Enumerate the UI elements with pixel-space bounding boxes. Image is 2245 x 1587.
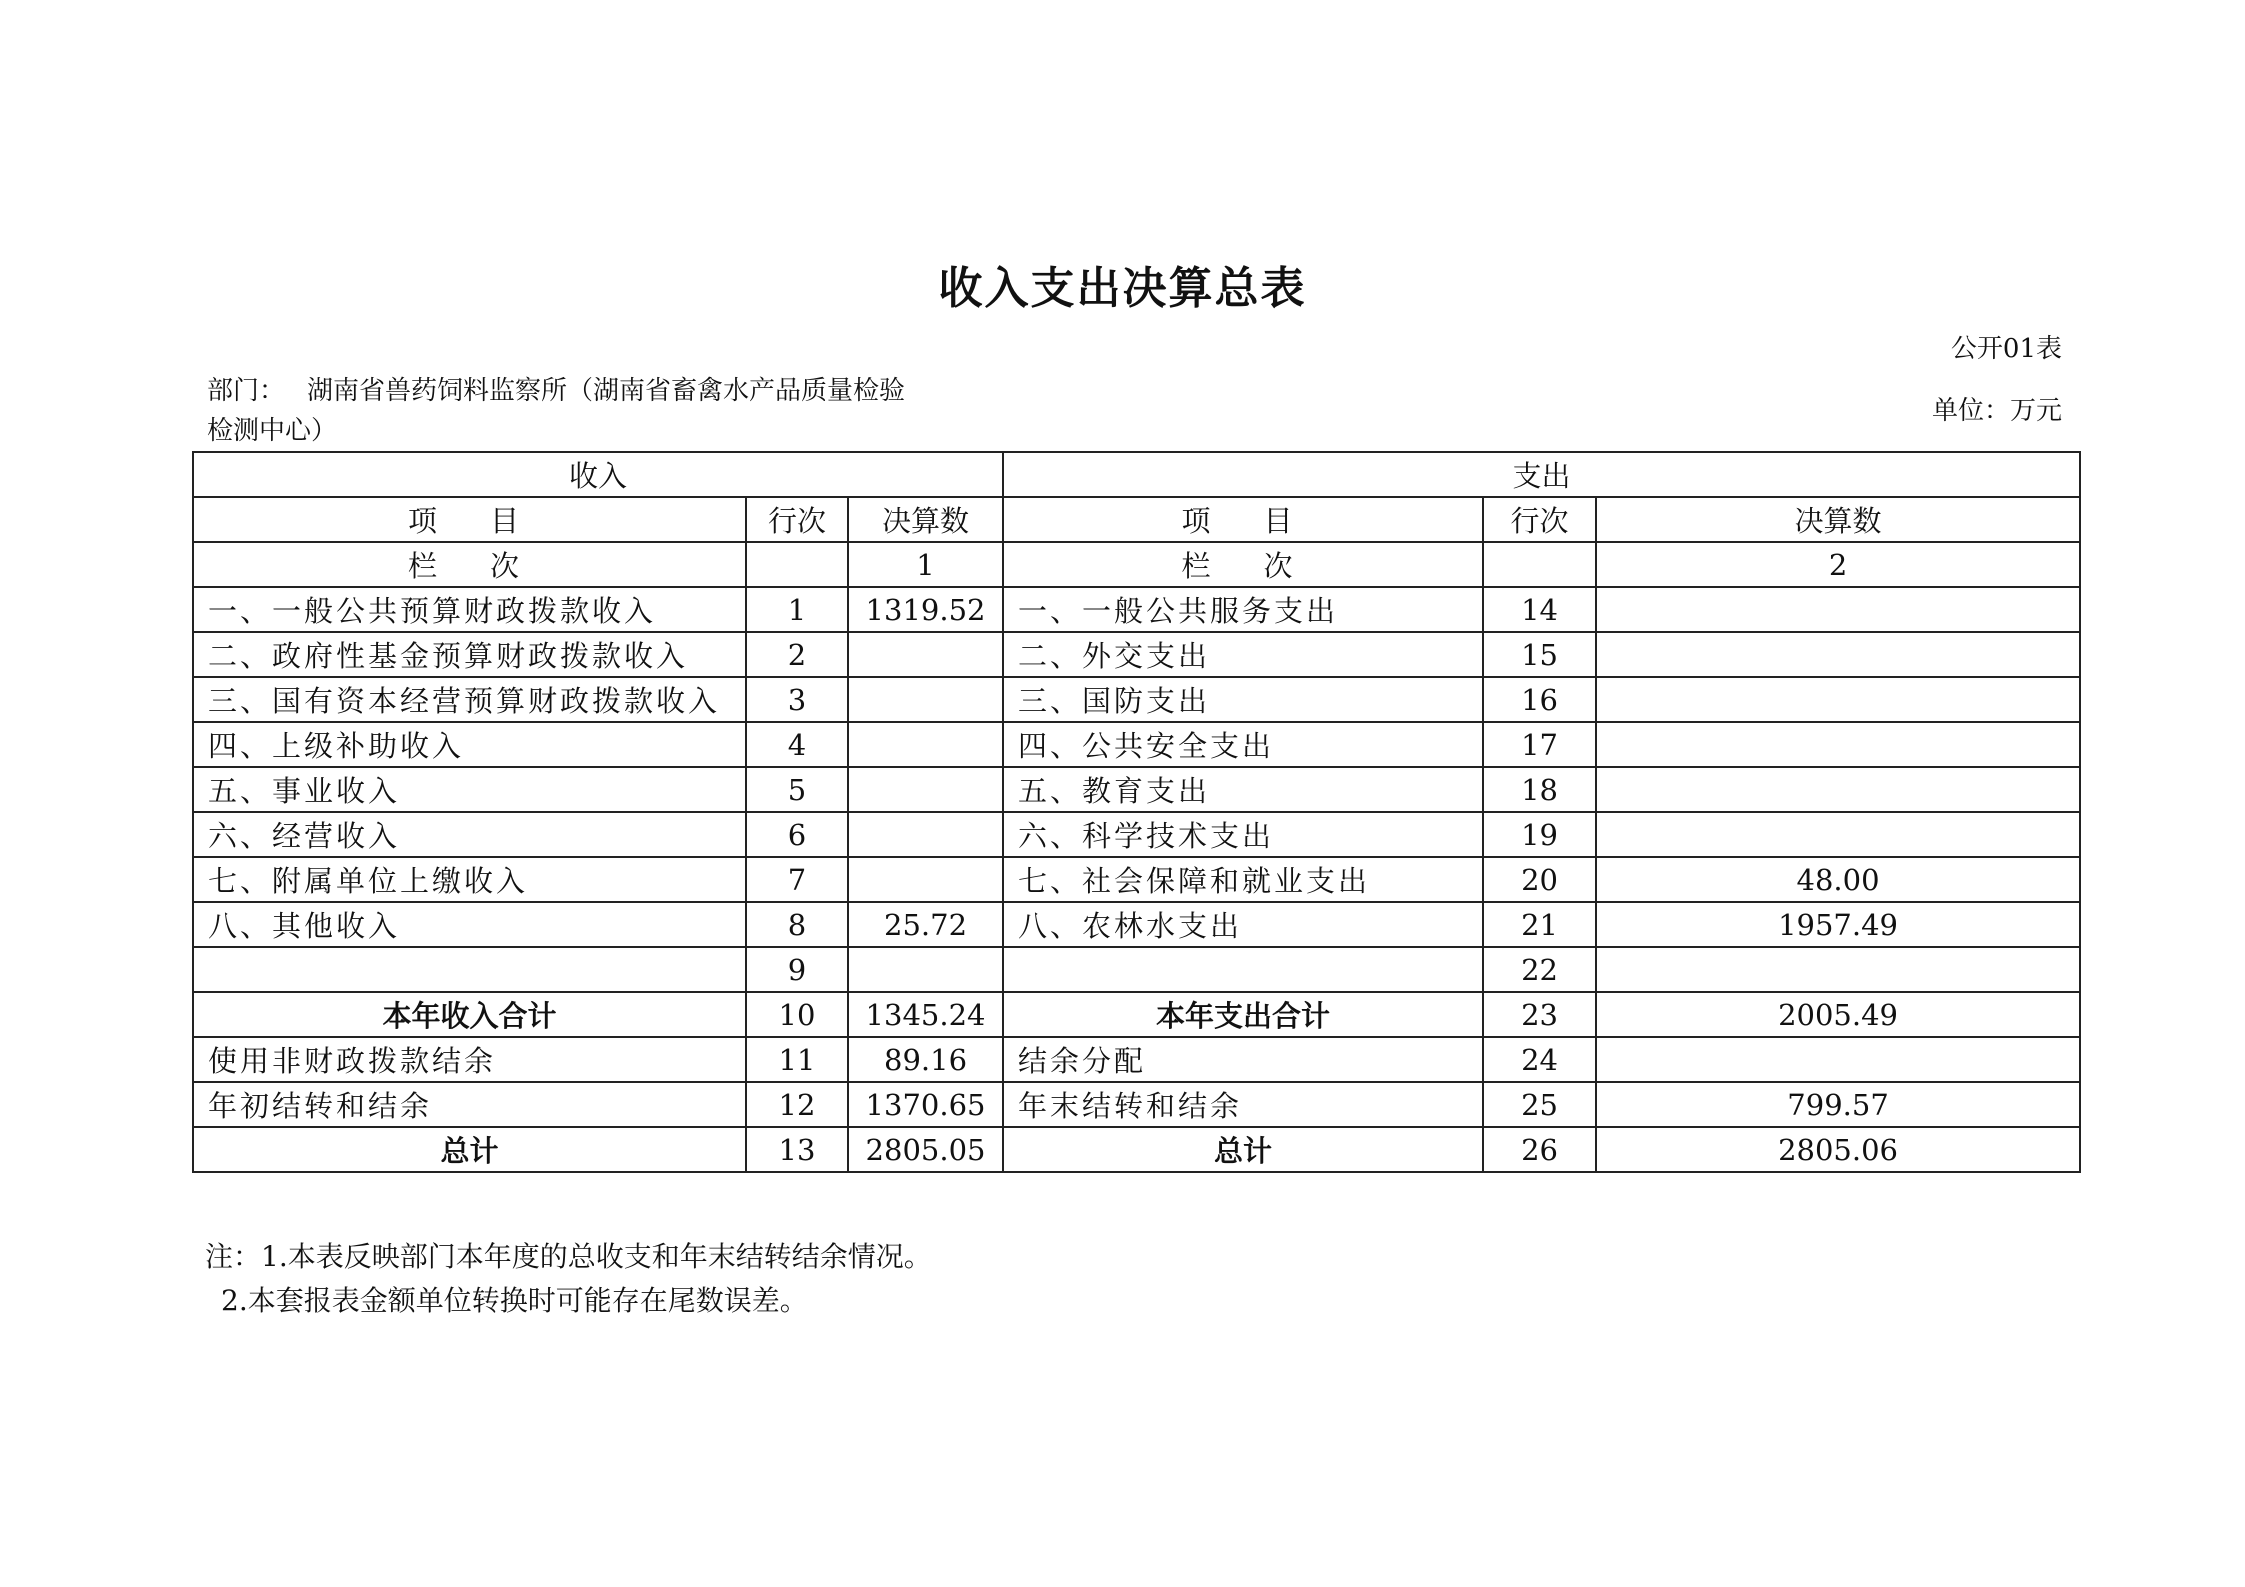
- expense-subtotal-no: 23: [1483, 992, 1596, 1037]
- income-item: 使用非财政拨款结余: [193, 1037, 746, 1082]
- table-row: [193, 677, 2080, 722]
- note-2: 2.本套报表金额单位转换时可能存在尾数误差。: [221, 1284, 808, 1317]
- expense-amount: [1596, 947, 2080, 992]
- department-label: 部门：: [207, 376, 286, 406]
- income-item: [193, 947, 746, 992]
- income-item: 六、经营收入: [193, 812, 746, 857]
- note-1: 注：1.本表反映部门本年度的总收支和年末结转结余情况。: [205, 1240, 932, 1273]
- footnotes: [205, 1235, 932, 1323]
- expense-row-no: 20: [1483, 857, 1596, 902]
- table-row: [193, 902, 2080, 947]
- income-item: 七、附属单位上缴收入: [193, 857, 746, 902]
- income-header: 收入: [193, 452, 1003, 497]
- income-total-label: 总计: [193, 1127, 746, 1172]
- table-row: [193, 947, 2080, 992]
- income-row-no: 4: [746, 722, 848, 767]
- unit-label: 单位：万元: [1931, 396, 2062, 426]
- table-row: [193, 767, 2080, 812]
- income-row-no: 1: [746, 587, 848, 632]
- expense-row-no: 18: [1483, 767, 1596, 812]
- expense-total-no: 26: [1483, 1127, 1596, 1172]
- expense-item: 八、农林水支出: [1003, 902, 1483, 947]
- expense-col-row: 行次: [1483, 497, 1596, 542]
- income-subtotal-amount: 1345.24: [848, 992, 1003, 1037]
- expense-column-number: 2: [1596, 542, 2080, 587]
- department-info: [207, 371, 907, 451]
- table-row: [193, 722, 2080, 767]
- expense-item: 三、国防支出: [1003, 677, 1483, 722]
- expense-col-amount: 决算数: [1596, 497, 2080, 542]
- income-item: 四、上级补助收入: [193, 722, 746, 767]
- expense-row-no: 24: [1483, 1037, 1596, 1082]
- income-item: 八、其他收入: [193, 902, 746, 947]
- expense-amount: [1596, 587, 2080, 632]
- expense-item: 二、外交支出: [1003, 632, 1483, 677]
- report-title: 收入支出决算总表: [938, 263, 1307, 314]
- income-item: 二、政府性基金预算财政拨款收入: [193, 632, 746, 677]
- expense-item: 年末结转和结余: [1003, 1082, 1483, 1127]
- table-row: [193, 1037, 2080, 1082]
- table-row: [193, 812, 2080, 857]
- income-item: 一、一般公共预算财政拨款收入: [193, 587, 746, 632]
- column-number-row: [193, 542, 2080, 587]
- expense-row-no: 25: [1483, 1082, 1596, 1127]
- income-amount: 89.16: [848, 1037, 1003, 1082]
- form-code: 公开01表: [1950, 334, 2062, 364]
- income-amount: [848, 947, 1003, 992]
- income-amount: 1370.65: [848, 1082, 1003, 1127]
- table-row: [193, 857, 2080, 902]
- expense-item: 四、公共安全支出: [1003, 722, 1483, 767]
- expense-item: [1003, 947, 1483, 992]
- expense-row-no: 14: [1483, 587, 1596, 632]
- expense-header: 支出: [1003, 452, 2080, 497]
- expense-amount: 48.00: [1596, 857, 2080, 902]
- expense-amount: [1596, 767, 2080, 812]
- expense-row-no: 19: [1483, 812, 1596, 857]
- income-total-amount: 2805.05: [848, 1127, 1003, 1172]
- income-column-row-label: 栏 次: [193, 542, 746, 587]
- income-amount: 1319.52: [848, 587, 1003, 632]
- income-amount: [848, 812, 1003, 857]
- table-row: [193, 587, 2080, 632]
- expense-item: 结余分配: [1003, 1037, 1483, 1082]
- income-row-no: 2: [746, 632, 848, 677]
- expense-row-no: 16: [1483, 677, 1596, 722]
- expense-amount: 1957.49: [1596, 902, 2080, 947]
- income-amount: 25.72: [848, 902, 1003, 947]
- expense-item: 一、一般公共服务支出: [1003, 587, 1483, 632]
- expense-item: 五、教育支出: [1003, 767, 1483, 812]
- income-row-no: 7: [746, 857, 848, 902]
- income-col-row: 行次: [746, 497, 848, 542]
- expense-amount: [1596, 722, 2080, 767]
- income-col-item: 项 目: [193, 497, 746, 542]
- income-column-row-empty: [746, 542, 848, 587]
- income-total-no: 13: [746, 1127, 848, 1172]
- section-header-row: [193, 452, 2080, 497]
- income-col-amount: 决算数: [848, 497, 1003, 542]
- income-item: 年初结转和结余: [193, 1082, 746, 1127]
- expense-row-no: 22: [1483, 947, 1596, 992]
- expense-total-amount: 2805.06: [1596, 1127, 2080, 1172]
- expense-subtotal-amount: 2005.49: [1596, 992, 2080, 1037]
- income-row-no: 3: [746, 677, 848, 722]
- income-amount: [848, 767, 1003, 812]
- income-amount: [848, 857, 1003, 902]
- expense-item: 六、科学技术支出: [1003, 812, 1483, 857]
- expense-col-item: 项 目: [1003, 497, 1483, 542]
- income-row-no: 12: [746, 1082, 848, 1127]
- expense-amount: [1596, 677, 2080, 722]
- subtotal-row: [193, 992, 2080, 1037]
- total-row: [193, 1127, 2080, 1172]
- budget-summary-table: [192, 451, 2081, 1173]
- income-item: 五、事业收入: [193, 767, 746, 812]
- income-row-no: 8: [746, 902, 848, 947]
- expense-row-no: 21: [1483, 902, 1596, 947]
- expense-column-row-empty: [1483, 542, 1596, 587]
- income-amount: [848, 722, 1003, 767]
- income-row-no: 5: [746, 767, 848, 812]
- income-amount: [848, 632, 1003, 677]
- column-header-row: [193, 497, 2080, 542]
- expense-amount: [1596, 632, 2080, 677]
- expense-row-no: 17: [1483, 722, 1596, 767]
- expense-item: 七、社会保障和就业支出: [1003, 857, 1483, 902]
- income-subtotal-no: 10: [746, 992, 848, 1037]
- expense-amount: 799.57: [1596, 1082, 2080, 1127]
- expense-column-row-label: 栏 次: [1003, 542, 1483, 587]
- expense-row-no: 15: [1483, 632, 1596, 677]
- table-row: [193, 1082, 2080, 1127]
- income-amount: [848, 677, 1003, 722]
- table-row: [193, 632, 2080, 677]
- income-row-no: 11: [746, 1037, 848, 1082]
- expense-subtotal-label: 本年支出合计: [1003, 992, 1483, 1037]
- income-item: 三、国有资本经营预算财政拨款收入: [193, 677, 746, 722]
- income-row-no: 9: [746, 947, 848, 992]
- expense-amount: [1596, 812, 2080, 857]
- income-subtotal-label: 本年收入合计: [193, 992, 746, 1037]
- income-row-no: 6: [746, 812, 848, 857]
- department-name: 湖南省兽药饲料监察所（湖南省畜禽水产品质量检验检测中心）: [207, 376, 906, 446]
- expense-total-label: 总计: [1003, 1127, 1483, 1172]
- expense-amount: [1596, 1037, 2080, 1082]
- income-column-number: 1: [848, 542, 1003, 587]
